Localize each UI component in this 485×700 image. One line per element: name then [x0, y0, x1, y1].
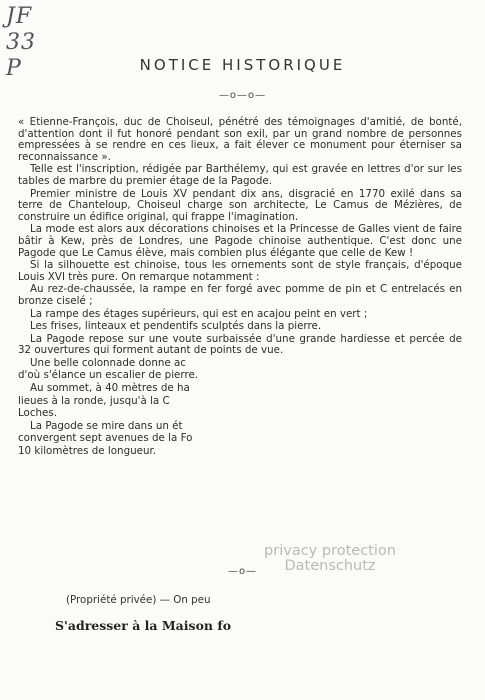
paragraph-4: La mode est alors aux décorations chinoises et la Princesse de Galles vient de faire bâtir à Kew, près de Londres, une Pagode chinoise authentique. C'est donc une Pagode que Le Camus élève, mais combien plus élégante que celle de Kew !	[18, 223, 462, 259]
footer-contact: S'adresser à la Maison fo	[55, 618, 232, 633]
cut-line-7: convergent sept avenues de la Fo	[18, 432, 193, 445]
paragraph-5: Si la silhouette est chinoise, tous les ornements sont de style français, d'époque Louis XVI très pure. On remarque notamment :	[18, 259, 462, 283]
watermark-line-1: privacy protection	[264, 543, 396, 559]
bottom-separator: —o—	[227, 566, 258, 577]
cut-line-4: lieues à la ronde, jusqu'à la C	[18, 394, 170, 407]
paragraph-6: Au rez-de-chaussée, la rampe en fer forgé avec pomme de pin et C entrelacés en bronze ciselé ;	[18, 283, 462, 307]
privacy-watermark	[228, 544, 432, 574]
redaction-cover	[243, 425, 485, 655]
document-body	[18, 117, 462, 459]
watermark-line-2: Datenschutz	[284, 558, 376, 574]
handwritten-mark-1: JF	[6, 4, 33, 29]
cut-line-3: Au sommet, à 40 mètres de ha	[30, 382, 190, 395]
cut-line-8: 10 kilomètres de longueur.	[18, 445, 157, 458]
cut-line-5: Loches.	[18, 407, 58, 420]
cut-line-1: Une belle colonnade donne ac	[30, 356, 186, 369]
paragraph-9: La Pagode repose sur une voute surbaissée d'une grande hardiesse et percée de 32 ouvertures qui forment autant de points de vue.	[18, 332, 462, 357]
paragraph-7: La rampe des étages supérieurs, qui est en acajou peint en vert ;	[30, 307, 368, 320]
handwritten-mark-3: P	[6, 56, 22, 81]
paragraph-1: « Etienne-François, duc de Choiseul, pénétré des témoignages d'amitié, de bonté, d'attention dont il fut honoré pendant son exil, par un grand nombre de personnes empressées à se rendre en ces lieux, a fait élever ce monument pour éterniser sa reconnaissance ».	[18, 116, 462, 163]
footer-private-property: (Propriété privée) — On peu	[66, 594, 211, 606]
paragraph-3: Premier ministre de Louis XV pendant dix ans, disgracié en 1770 exilé dans sa terre de Chanteloup, Choiseul charge son architecte, Le Camus de Mézières, de construire un édifice original, qui frappe l'imagination.	[18, 187, 462, 223]
cut-line-6: La Pagode se mire dans un ét	[30, 419, 183, 432]
cut-line-2: d'où s'élance un escalier de pierre.	[18, 369, 199, 382]
paragraph-8: Les frises, linteaux et pendentifs sculptés dans la pierre.	[30, 320, 322, 333]
handwritten-mark-2: 33	[6, 30, 36, 55]
top-separator: —o—o—	[218, 90, 267, 101]
paragraph-2: Telle est l'inscription, rédigée par Barthélemy, qui est gravée en lettres d'or sur les tables de marbre du premier étage de la Pagode.	[18, 163, 462, 187]
page-title: NOTICE HISTORIQUE	[139, 56, 346, 74]
